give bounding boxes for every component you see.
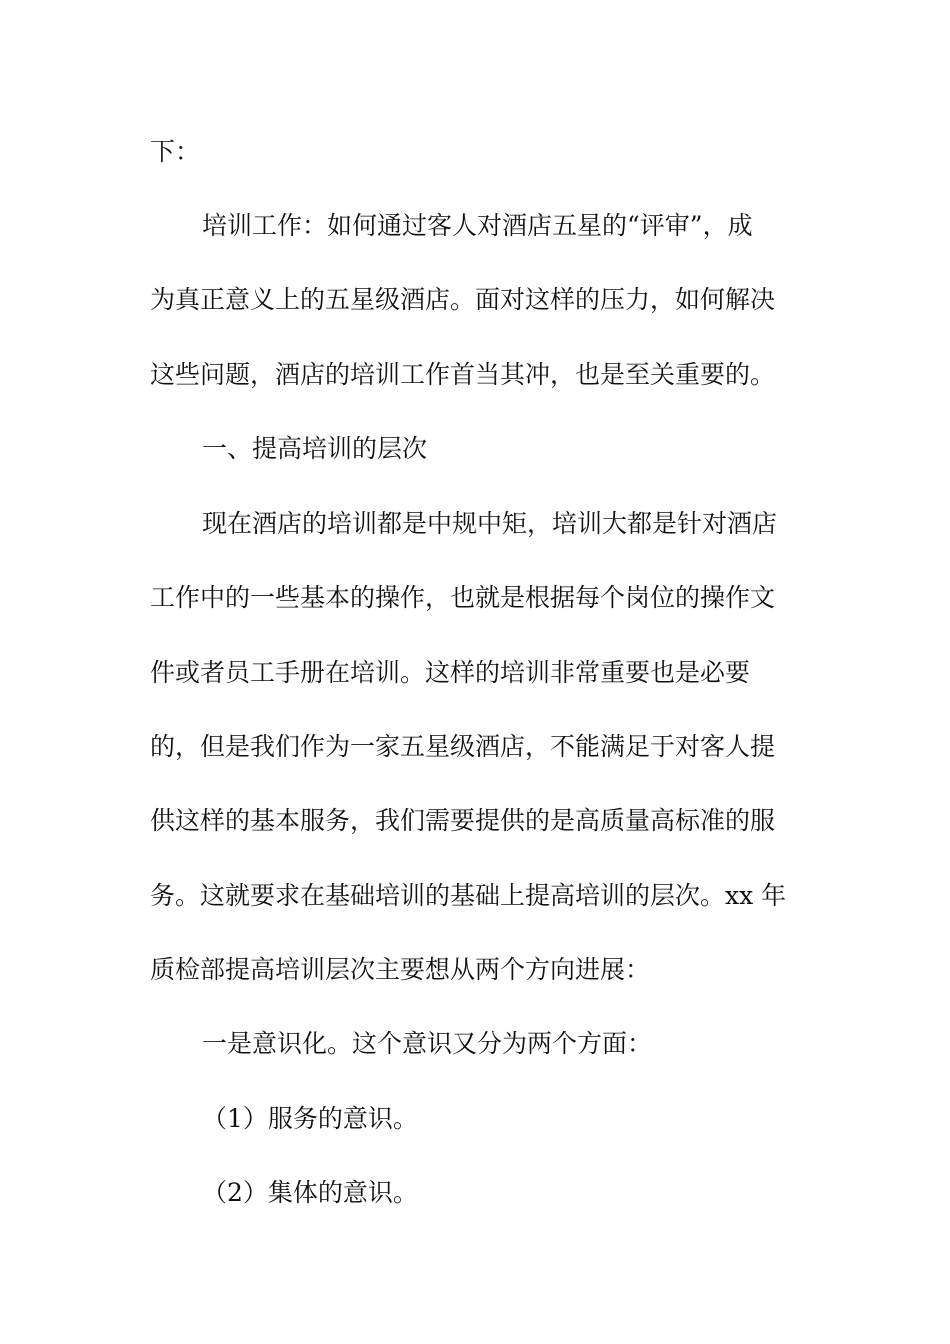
text-line: 务。这就要求在基础培训的基础上提高培训的层次。xx 年: [150, 881, 787, 910]
text-line: 一是意识化。这个意识又分为两个方面：: [202, 1029, 653, 1058]
text-line: 培训工作：如何通过客人对酒店五星的“评审”，成: [202, 211, 753, 240]
list-item: （2）集体的意识。: [202, 1178, 418, 1207]
text-line: 的，但是我们作为一家五星级酒店，不能满足于对客人提: [150, 732, 776, 761]
text-line: 质检部提高培训层次主要想从两个方向进展：: [150, 955, 651, 984]
text-line: 下：: [150, 137, 201, 166]
text-line: 现在酒店的培训都是中规中矩，培训大都是针对酒店: [202, 509, 778, 538]
text-line: 件或者员工手册在培训。这样的培训非常重要也是必要: [150, 658, 751, 687]
list-item: （1）服务的意识。: [202, 1104, 418, 1133]
section-heading: 一、提高培训的层次: [202, 434, 428, 463]
text-line: 为真正意义上的五星级酒店。面对这样的压力，如何解决: [150, 285, 776, 314]
text-line: 工作中的一些基本的操作，也就是根据每个岗位的操作文: [150, 583, 776, 612]
text-line: 供这样的基本服务，我们需要提供的是高质量高标准的服: [150, 806, 776, 835]
text-line: 这些问题，酒店的培训工作首当其冲，也是至关重要的。: [150, 360, 776, 389]
